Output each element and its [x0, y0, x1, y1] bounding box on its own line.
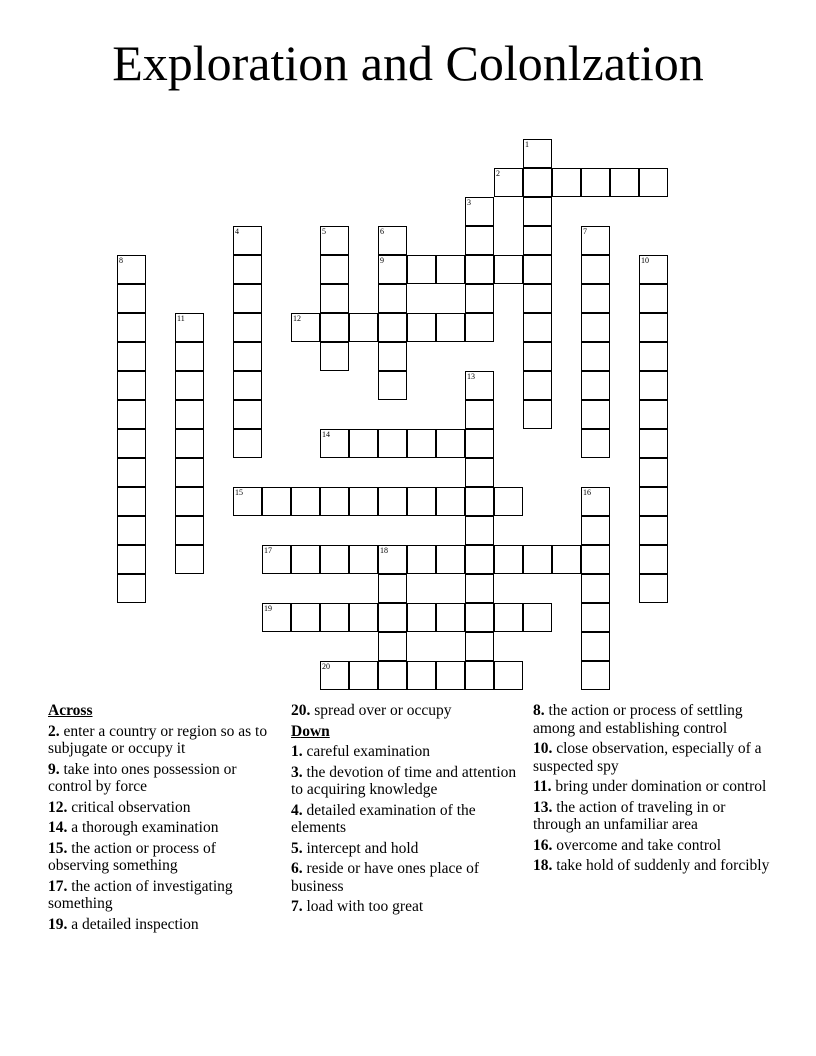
- clue: [291, 898, 523, 916]
- clue: [48, 916, 280, 934]
- grid-cell[interactable]: [320, 429, 349, 458]
- grid-cell[interactable]: [523, 603, 552, 632]
- grid-cell[interactable]: [581, 603, 610, 632]
- clue: [291, 802, 523, 837]
- clue-number: 2: [496, 169, 500, 178]
- grid-cell[interactable]: [523, 545, 552, 574]
- grid-cell[interactable]: [233, 487, 262, 516]
- grid-cell[interactable]: [639, 313, 668, 342]
- grid-cell[interactable]: [117, 313, 146, 342]
- clue-text: a thorough examination: [71, 819, 219, 836]
- clue-number: 5: [322, 227, 326, 236]
- clue-number: 12: [293, 314, 301, 323]
- grid-cell[interactable]: [523, 255, 552, 284]
- clue-num: 8.: [533, 702, 545, 719]
- grid-cell[interactable]: [378, 255, 407, 284]
- grid-cell[interactable]: [639, 400, 668, 429]
- clue: [291, 764, 523, 799]
- grid-cell[interactable]: [320, 255, 349, 284]
- clue-text: the action of traveling in or through an unfamiliar area: [533, 798, 726, 833]
- grid-cell[interactable]: [117, 574, 146, 603]
- grid-cell[interactable]: [523, 284, 552, 313]
- grid-cell[interactable]: [378, 371, 407, 400]
- grid-cell[interactable]: [494, 255, 523, 284]
- clue-num: 13.: [533, 798, 553, 816]
- grid-cell[interactable]: [378, 429, 407, 458]
- grid-cell[interactable]: [494, 487, 523, 516]
- clue-num: 15.: [48, 839, 68, 857]
- grid-cell[interactable]: [233, 284, 262, 313]
- grid-cell[interactable]: [465, 661, 494, 690]
- grid-cell[interactable]: [175, 487, 204, 516]
- grid-cell[interactable]: [581, 284, 610, 313]
- grid-cell[interactable]: [639, 574, 668, 603]
- grid-cell[interactable]: [233, 429, 262, 458]
- clue-number: 6: [380, 227, 384, 236]
- grid-cell[interactable]: [175, 458, 204, 487]
- clue-num: 11.: [533, 778, 552, 795]
- grid-cell[interactable]: [436, 661, 465, 690]
- grid-cell[interactable]: [175, 545, 204, 574]
- clue-num: 17.: [48, 877, 68, 895]
- grid-cell[interactable]: [117, 545, 146, 574]
- grid-cell[interactable]: [494, 661, 523, 690]
- clue-number: 20: [322, 662, 330, 671]
- clue: [533, 799, 773, 834]
- grid-cell[interactable]: [639, 371, 668, 400]
- clue: [533, 857, 773, 875]
- grid-cell[interactable]: [233, 313, 262, 342]
- grid-cell[interactable]: [523, 313, 552, 342]
- grid-cell[interactable]: [494, 545, 523, 574]
- clue-num: 9.: [48, 760, 60, 778]
- grid-cell[interactable]: [465, 545, 494, 574]
- grid-cell[interactable]: [639, 516, 668, 545]
- clue-number: 19: [264, 604, 272, 613]
- grid-cell[interactable]: [523, 342, 552, 371]
- clue: [48, 819, 280, 837]
- grid-cell[interactable]: [117, 458, 146, 487]
- grid-cell[interactable]: [233, 400, 262, 429]
- grid-cell[interactable]: [523, 400, 552, 429]
- grid-cell[interactable]: [175, 429, 204, 458]
- grid-cell[interactable]: [117, 487, 146, 516]
- grid-cell[interactable]: [523, 226, 552, 255]
- grid-cell[interactable]: [378, 313, 407, 342]
- grid-cell[interactable]: [465, 458, 494, 487]
- clue-number: 14: [322, 430, 330, 439]
- clue: [533, 837, 773, 855]
- grid-cell[interactable]: [639, 458, 668, 487]
- grid-cell[interactable]: [407, 603, 436, 632]
- grid-cell[interactable]: [175, 516, 204, 545]
- clue-num: 4.: [291, 801, 303, 819]
- grid-cell[interactable]: [320, 284, 349, 313]
- clue-num: 10.: [533, 740, 553, 757]
- grid-cell[interactable]: [407, 313, 436, 342]
- clue-text: careful examination: [306, 743, 431, 760]
- across-continued: [291, 702, 523, 720]
- grid-cell[interactable]: [465, 255, 494, 284]
- grid-cell[interactable]: [639, 255, 668, 284]
- grid-cell[interactable]: [465, 313, 494, 342]
- grid-cell[interactable]: [465, 516, 494, 545]
- grid-cell[interactable]: [581, 226, 610, 255]
- clue: [48, 878, 280, 913]
- grid-cell[interactable]: [581, 371, 610, 400]
- clue-num: 3.: [291, 763, 303, 781]
- clue-text: overcome and take control: [556, 836, 722, 854]
- grid-cell[interactable]: [436, 255, 465, 284]
- grid-cell[interactable]: [581, 168, 610, 197]
- grid-cell[interactable]: [117, 400, 146, 429]
- clue-number: 8: [119, 256, 123, 265]
- grid-cell[interactable]: [581, 516, 610, 545]
- grid-cell[interactable]: [465, 400, 494, 429]
- clue-text: the action of investigating something: [48, 877, 233, 912]
- grid-cell[interactable]: [233, 226, 262, 255]
- clues-column-3: [533, 702, 773, 878]
- grid-cell[interactable]: [465, 603, 494, 632]
- grid-cell[interactable]: [639, 487, 668, 516]
- grid-cell[interactable]: [291, 487, 320, 516]
- grid-cell[interactable]: [465, 226, 494, 255]
- grid-cell[interactable]: [349, 429, 378, 458]
- grid-cell[interactable]: [233, 255, 262, 284]
- grid-cell[interactable]: [407, 661, 436, 690]
- clue: [48, 761, 280, 796]
- grid-cell[interactable]: [291, 313, 320, 342]
- clue: [48, 799, 280, 817]
- grid-cell[interactable]: [436, 487, 465, 516]
- clue-text: load with too great: [306, 898, 424, 915]
- grid-cell[interactable]: [407, 487, 436, 516]
- grid-cell[interactable]: [639, 168, 668, 197]
- clue-number: 17: [264, 546, 272, 555]
- clue: [48, 723, 280, 758]
- grid-cell[interactable]: [233, 342, 262, 371]
- clue-num: 7.: [291, 898, 303, 915]
- grid-cell[interactable]: [320, 226, 349, 255]
- grid-cell[interactable]: [523, 139, 552, 168]
- down-heading: Down: [291, 722, 330, 740]
- clue-num: 18.: [533, 857, 553, 874]
- grid-cell[interactable]: [639, 429, 668, 458]
- clue-text: take into ones possession or control by force: [48, 760, 237, 795]
- clue-number: 7: [583, 227, 587, 236]
- grid-cell[interactable]: [581, 661, 610, 690]
- clue-text: detailed examination of the elements: [291, 801, 476, 836]
- grid-cell[interactable]: [465, 197, 494, 226]
- grid-cell[interactable]: [262, 487, 291, 516]
- grid-cell[interactable]: [523, 197, 552, 226]
- clue-number: 3: [467, 198, 471, 207]
- grid-cell[interactable]: [581, 255, 610, 284]
- clue: [291, 743, 523, 761]
- grid-cell[interactable]: [117, 342, 146, 371]
- clue: [291, 860, 523, 895]
- clue: [48, 840, 280, 875]
- grid-cell[interactable]: [465, 284, 494, 313]
- clue-number: 10: [641, 256, 649, 265]
- grid-cell[interactable]: [436, 603, 465, 632]
- clue-text: spread over or occupy: [314, 702, 452, 719]
- grid-cell[interactable]: [465, 632, 494, 661]
- across-heading: Across: [48, 702, 93, 719]
- grid-cell[interactable]: [117, 284, 146, 313]
- grid-cell[interactable]: [175, 400, 204, 429]
- clue-number: 16: [583, 488, 591, 497]
- grid-cell[interactable]: [407, 429, 436, 458]
- grid-cell[interactable]: [378, 226, 407, 255]
- grid-cell[interactable]: [117, 429, 146, 458]
- grid-cell[interactable]: [494, 603, 523, 632]
- clues-column-2: [291, 702, 523, 919]
- clue-number: 1: [525, 140, 529, 149]
- grid-cell[interactable]: [552, 168, 581, 197]
- clue: [533, 778, 773, 796]
- clue-text: bring under domination or control: [555, 778, 767, 795]
- clue-number: 9: [380, 256, 384, 265]
- grid-cell[interactable]: [378, 661, 407, 690]
- clue-num: 5.: [291, 839, 303, 857]
- grid-cell[interactable]: [378, 545, 407, 574]
- grid-cell[interactable]: [320, 342, 349, 371]
- grid-cell[interactable]: [465, 429, 494, 458]
- clues-column-1: [48, 702, 280, 936]
- grid-cell[interactable]: [465, 574, 494, 603]
- grid-cell[interactable]: [291, 603, 320, 632]
- grid-cell[interactable]: [523, 168, 552, 197]
- grid-cell[interactable]: [175, 371, 204, 400]
- grid-cell[interactable]: [581, 632, 610, 661]
- grid-cell[interactable]: [117, 516, 146, 545]
- grid-cell[interactable]: [320, 603, 349, 632]
- grid-cell[interactable]: [523, 371, 552, 400]
- clue: [291, 840, 523, 858]
- grid-cell[interactable]: [349, 661, 378, 690]
- grid-cell[interactable]: [639, 545, 668, 574]
- grid-cell[interactable]: [320, 545, 349, 574]
- clue-number: 4: [235, 227, 239, 236]
- grid-cell[interactable]: [117, 371, 146, 400]
- grid-cell[interactable]: [407, 255, 436, 284]
- grid-cell[interactable]: [552, 545, 581, 574]
- grid-cell[interactable]: [320, 313, 349, 342]
- clue-number: 11: [177, 314, 185, 323]
- grid-cell[interactable]: [465, 371, 494, 400]
- grid-cell[interactable]: [581, 429, 610, 458]
- clue: [533, 702, 773, 737]
- grid-cell[interactable]: [407, 545, 436, 574]
- grid-cell[interactable]: [639, 342, 668, 371]
- clue-text: close observation, especially of a suspected spy: [533, 740, 762, 775]
- grid-cell[interactable]: [175, 313, 204, 342]
- grid-cell[interactable]: [581, 545, 610, 574]
- grid-cell[interactable]: [320, 661, 349, 690]
- grid-cell[interactable]: [581, 487, 610, 516]
- clue-num: 16.: [533, 836, 553, 854]
- clue: [533, 740, 773, 775]
- grid-cell[interactable]: [378, 342, 407, 371]
- grid-cell[interactable]: [175, 342, 204, 371]
- clue-text: enter a country or region so as to subjugate or occupy it: [48, 722, 268, 757]
- grid-cell[interactable]: [610, 168, 639, 197]
- grid-cell[interactable]: [436, 429, 465, 458]
- clue-text: a detailed inspection: [71, 915, 199, 933]
- clue-text: the action or process of observing something: [48, 839, 216, 874]
- clue-num: 6.: [291, 860, 303, 877]
- grid-cell[interactable]: [581, 313, 610, 342]
- grid-cell[interactable]: [494, 168, 523, 197]
- clue-num: 20.: [291, 702, 311, 719]
- grid-cell[interactable]: [262, 603, 291, 632]
- clue-text: the devotion of time and attention to acquiring knowledge: [291, 763, 517, 798]
- grid-cell[interactable]: [262, 545, 291, 574]
- grid-cell[interactable]: [378, 574, 407, 603]
- grid-cell[interactable]: [349, 603, 378, 632]
- grid-cell[interactable]: [639, 284, 668, 313]
- grid-cell[interactable]: [581, 574, 610, 603]
- clue-text: critical observation: [71, 798, 191, 816]
- grid-cell[interactable]: [378, 487, 407, 516]
- clue-number: 15: [235, 488, 243, 497]
- clue-num: 2.: [48, 722, 60, 740]
- clue-num: 1.: [291, 743, 303, 760]
- clue-num: 19.: [48, 915, 68, 933]
- clue-num: 12.: [48, 798, 68, 816]
- grid-cell[interactable]: [581, 342, 610, 371]
- grid-cell[interactable]: [233, 371, 262, 400]
- grid-cell[interactable]: [581, 400, 610, 429]
- clue-text: take hold of suddenly and forcibly: [556, 857, 770, 874]
- grid-cell[interactable]: [378, 632, 407, 661]
- clue-num: 14.: [48, 819, 68, 836]
- grid-cell[interactable]: [378, 603, 407, 632]
- grid-cell[interactable]: [320, 487, 349, 516]
- clue-text: the action or process of settling among and establishing control: [533, 702, 743, 737]
- grid-cell[interactable]: [378, 284, 407, 313]
- clue: [291, 702, 523, 720]
- grid-cell[interactable]: [349, 487, 378, 516]
- clue-text: intercept and hold: [306, 839, 419, 857]
- clue-text: reside or have ones place of business: [291, 860, 480, 895]
- clue-number: 13: [467, 372, 475, 381]
- puzzle-title: Exploration and Colonlzation: [112, 35, 704, 91]
- grid-cell[interactable]: [436, 545, 465, 574]
- grid-cell[interactable]: [349, 545, 378, 574]
- grid-cell[interactable]: [117, 255, 146, 284]
- grid-cell[interactable]: [436, 313, 465, 342]
- grid-cell[interactable]: [291, 545, 320, 574]
- grid-cell[interactable]: [349, 313, 378, 342]
- grid-cell[interactable]: [465, 487, 494, 516]
- clue-number: 18: [380, 546, 388, 555]
